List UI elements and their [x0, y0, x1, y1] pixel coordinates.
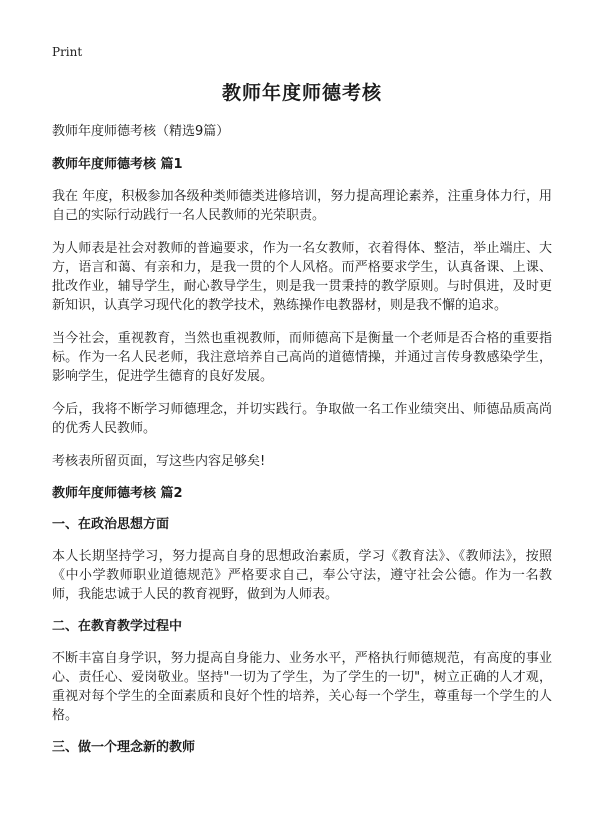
- paragraph: 考核表所留页面，写这些内容足够矣!: [52, 454, 266, 469]
- paragraph: 今后，我将不断学习师德理念，并切实践行。争取做一名工作业绩突出、师德品质高尚的优秀人民教师。: [52, 402, 552, 436]
- subsection-heading-teaching: 二、在教育教学过程中: [52, 619, 183, 634]
- paragraph: 本人长期坚持学习，努力提高自身的思想政治素质，学习《教育法》、《教师法》，按照《中小学教师职业道德规范》严格要求自己，奉公守法，遵守社会公德。作为一名教师，我能忠诚于人民的教育视野，做到为人师表。: [52, 549, 552, 602]
- page-title: 教师年度师德考核: [221, 82, 382, 104]
- document-subtitle: 教师年度师德考核（精选9篇）: [52, 124, 230, 139]
- document-body: [52, 78, 552, 770]
- paragraph: 我在 年度，积极参加各级种类师德类进修培训，努力提高理论素养，注重身体力行，用自己的实际行动践行一名人民教师的光荣职责。: [52, 189, 552, 223]
- paragraph: 不断丰富自身学识，努力提高自身能力、业务水平，严格执行师德规范，有高度的事业心、责任心、爱岗敬业。坚持"一切为了学生，为了学生的一切"，树立正确的人才观，重视对每个学生的全面素质和良好个性的培养，关心每一个学生，尊重每一个学生的人格。: [52, 651, 552, 723]
- subsection-heading-politics: 一、在政治思想方面: [52, 517, 170, 532]
- print-link[interactable]: Print: [52, 45, 83, 59]
- section-heading-1: 教师年度师德考核 篇1: [52, 157, 183, 172]
- paragraph: 为人师表是社会对教师的普遍要求，作为一名女教师，衣着得体、整洁，举止端庄、大方，语言和蔼、有亲和力，是我一贯的个人风格。而严格要求学生，认真备课、上课、批改作业，辅导学生，耐心教导学生，则是我一贯秉持的教学原则。与时俱进，及时更新知识，认真学习现代化的教学技术，熟练操作电教器材，则是我不懈的追求。: [52, 241, 552, 313]
- section-heading-2: 教师年度师德考核 篇2: [52, 486, 183, 501]
- paragraph: 当今社会，重视教育，当然也重视教师，而师德高下是衡量一个老师是否合格的重要指标。作为一名人民老师，我注意培养自己高尚的道德情操，并通过言传身教感染学生，影响学生，促进学生德育的良好发展。: [52, 331, 552, 384]
- subsection-heading-new-concept: 三、做一个理念新的教师: [52, 740, 196, 755]
